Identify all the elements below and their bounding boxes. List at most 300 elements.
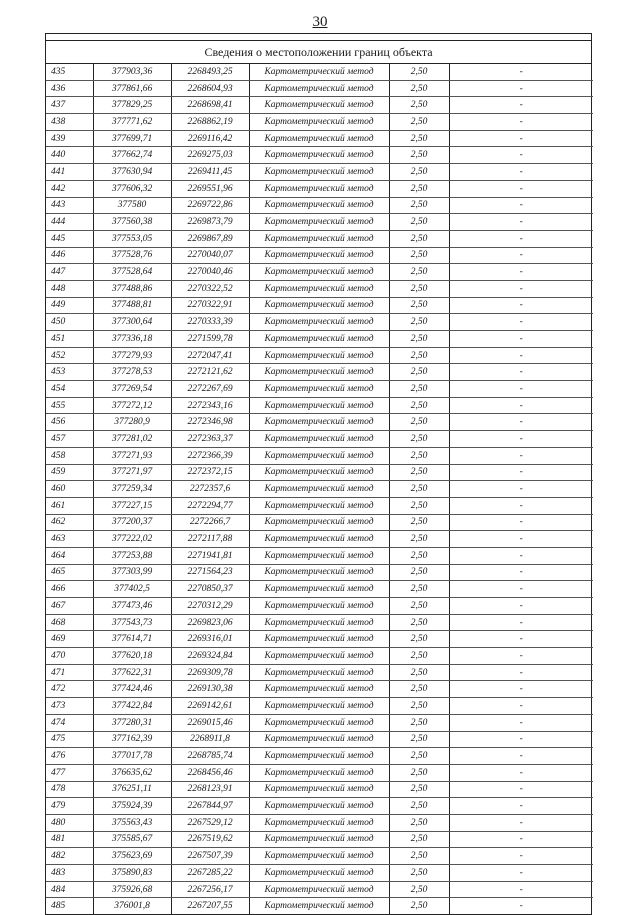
accuracy-cell: 2,50 [389, 114, 449, 131]
x-coordinate-cell: 377473,46 [93, 598, 171, 615]
point-number-cell: 453 [46, 364, 93, 381]
x-coordinate-cell: 377553,05 [93, 230, 171, 247]
description-cell: - [449, 581, 593, 598]
point-number-cell: 471 [46, 664, 93, 681]
y-coordinate-cell: 2272266,7 [171, 514, 249, 531]
point-number-cell: 441 [46, 164, 93, 181]
table-row [46, 464, 593, 481]
point-number-cell: 475 [46, 731, 93, 748]
table-row [46, 731, 593, 748]
point-number-cell: 439 [46, 130, 93, 147]
table-row [46, 130, 593, 147]
y-coordinate-cell: 2269015,46 [171, 714, 249, 731]
y-coordinate-cell: 2269142,61 [171, 698, 249, 715]
method-cell: Картометрический метод [249, 431, 389, 448]
point-number-cell: 444 [46, 214, 93, 231]
y-coordinate-cell: 2269551,96 [171, 180, 249, 197]
y-coordinate-cell: 2272363,37 [171, 431, 249, 448]
description-cell: - [449, 681, 593, 698]
accuracy-cell: 2,50 [389, 497, 449, 514]
y-coordinate-cell: 2272121,62 [171, 364, 249, 381]
table-row [46, 247, 593, 264]
y-coordinate-cell: 2272366,39 [171, 447, 249, 464]
method-cell: Картометрический метод [249, 197, 389, 214]
x-coordinate-cell: 377271,97 [93, 464, 171, 481]
table-row [46, 514, 593, 531]
x-coordinate-cell: 377280,31 [93, 714, 171, 731]
accuracy-cell: 2,50 [389, 898, 449, 914]
table-row [46, 848, 593, 865]
description-cell: - [449, 714, 593, 731]
accuracy-cell: 2,50 [389, 798, 449, 815]
accuracy-cell: 2,50 [389, 64, 449, 80]
accuracy-cell: 2,50 [389, 381, 449, 398]
description-cell: - [449, 698, 593, 715]
table-row [46, 564, 593, 581]
table-row [46, 881, 593, 898]
accuracy-cell: 2,50 [389, 414, 449, 431]
x-coordinate-cell: 377560,38 [93, 214, 171, 231]
table-row [46, 214, 593, 231]
point-number-cell: 472 [46, 681, 93, 698]
method-cell: Картометрический метод [249, 414, 389, 431]
description-cell: - [449, 798, 593, 815]
x-coordinate-cell: 377253,88 [93, 547, 171, 564]
y-coordinate-cell: 2268123,91 [171, 781, 249, 798]
description-cell: - [449, 531, 593, 548]
point-number-cell: 459 [46, 464, 93, 481]
method-cell: Картометрический метод [249, 748, 389, 765]
method-cell: Картометрический метод [249, 280, 389, 297]
accuracy-cell: 2,50 [389, 314, 449, 331]
method-cell: Картометрический метод [249, 865, 389, 882]
description-cell: - [449, 297, 593, 314]
method-cell: Картометрический метод [249, 848, 389, 865]
method-cell: Картометрический метод [249, 547, 389, 564]
y-coordinate-cell: 2269722,86 [171, 197, 249, 214]
method-cell: Картометрический метод [249, 581, 389, 598]
x-coordinate-cell: 376635,62 [93, 764, 171, 781]
x-coordinate-cell: 377271,93 [93, 447, 171, 464]
description-cell: - [449, 64, 593, 80]
accuracy-cell: 2,50 [389, 80, 449, 97]
y-coordinate-cell: 2267256,17 [171, 881, 249, 898]
table-row [46, 180, 593, 197]
accuracy-cell: 2,50 [389, 264, 449, 281]
x-coordinate-cell: 377662,74 [93, 147, 171, 164]
description-cell: - [449, 97, 593, 114]
y-coordinate-cell: 2272343,16 [171, 397, 249, 414]
table-row [46, 197, 593, 214]
point-number-cell: 449 [46, 297, 93, 314]
method-cell: Картометрический метод [249, 247, 389, 264]
point-number-cell: 466 [46, 581, 93, 598]
method-cell: Картометрический метод [249, 898, 389, 914]
accuracy-cell: 2,50 [389, 581, 449, 598]
table-row [46, 431, 593, 448]
point-number-cell: 447 [46, 264, 93, 281]
x-coordinate-cell: 377861,66 [93, 80, 171, 97]
y-coordinate-cell: 2272357,6 [171, 481, 249, 498]
y-coordinate-cell: 2269324,84 [171, 648, 249, 665]
x-coordinate-cell: 375563,43 [93, 814, 171, 831]
table-row [46, 97, 593, 114]
accuracy-cell: 2,50 [389, 781, 449, 798]
description-cell: - [449, 547, 593, 564]
description-cell: - [449, 447, 593, 464]
y-coordinate-cell: 2269823,06 [171, 614, 249, 631]
x-coordinate-cell: 377488,86 [93, 280, 171, 297]
description-cell: - [449, 314, 593, 331]
point-number-cell: 457 [46, 431, 93, 448]
accuracy-cell: 2,50 [389, 164, 449, 181]
method-cell: Картометрический метод [249, 598, 389, 615]
method-cell: Картометрический метод [249, 831, 389, 848]
table-row [46, 581, 593, 598]
x-coordinate-cell: 375924,39 [93, 798, 171, 815]
point-number-cell: 483 [46, 865, 93, 882]
method-cell: Картометрический метод [249, 531, 389, 548]
method-cell: Картометрический метод [249, 764, 389, 781]
accuracy-cell: 2,50 [389, 431, 449, 448]
description-cell: - [449, 180, 593, 197]
point-number-cell: 480 [46, 814, 93, 831]
method-cell: Картометрический метод [249, 331, 389, 348]
table-row [46, 114, 593, 131]
y-coordinate-cell: 2268456,46 [171, 764, 249, 781]
table-row [46, 698, 593, 715]
y-coordinate-cell: 2269275,03 [171, 147, 249, 164]
x-coordinate-cell: 377017,78 [93, 748, 171, 765]
x-coordinate-cell: 377528,64 [93, 264, 171, 281]
point-number-cell: 442 [46, 180, 93, 197]
table-row [46, 547, 593, 564]
y-coordinate-cell: 2270040,46 [171, 264, 249, 281]
table-row [46, 164, 593, 181]
x-coordinate-cell: 377903,36 [93, 64, 171, 80]
y-coordinate-cell: 2267285,22 [171, 865, 249, 882]
description-cell: - [449, 814, 593, 831]
description-cell: - [449, 214, 593, 231]
y-coordinate-cell: 2267519,62 [171, 831, 249, 848]
y-coordinate-cell: 2270040,07 [171, 247, 249, 264]
x-coordinate-cell: 377620,18 [93, 648, 171, 665]
point-number-cell: 473 [46, 698, 93, 715]
method-cell: Картометрический метод [249, 497, 389, 514]
table-row [46, 831, 593, 848]
accuracy-cell: 2,50 [389, 97, 449, 114]
x-coordinate-cell: 377829,25 [93, 97, 171, 114]
method-cell: Картометрический метод [249, 314, 389, 331]
description-cell: - [449, 848, 593, 865]
x-coordinate-cell: 377279,93 [93, 347, 171, 364]
accuracy-cell: 2,50 [389, 764, 449, 781]
table-row [46, 764, 593, 781]
x-coordinate-cell: 377300,64 [93, 314, 171, 331]
description-cell: - [449, 564, 593, 581]
y-coordinate-cell: 2268698,41 [171, 97, 249, 114]
y-coordinate-cell: 2269309,78 [171, 664, 249, 681]
x-coordinate-cell: 376251,11 [93, 781, 171, 798]
x-coordinate-cell: 375890,83 [93, 865, 171, 882]
point-number-cell: 478 [46, 781, 93, 798]
description-cell: - [449, 614, 593, 631]
description-cell: - [449, 631, 593, 648]
table-row [46, 781, 593, 798]
x-coordinate-cell: 377280,9 [93, 414, 171, 431]
point-number-cell: 460 [46, 481, 93, 498]
method-cell: Картометрический метод [249, 347, 389, 364]
description-cell: - [449, 464, 593, 481]
accuracy-cell: 2,50 [389, 714, 449, 731]
description-cell: - [449, 414, 593, 431]
table-top-blank-row [46, 34, 591, 41]
method-cell: Картометрический метод [249, 97, 389, 114]
y-coordinate-cell: 2268493,25 [171, 64, 249, 80]
method-cell: Картометрический метод [249, 631, 389, 648]
x-coordinate-cell: 377614,71 [93, 631, 171, 648]
point-number-cell: 485 [46, 898, 93, 914]
description-cell: - [449, 397, 593, 414]
point-number-cell: 448 [46, 280, 93, 297]
method-cell: Картометрический метод [249, 364, 389, 381]
table-row [46, 414, 593, 431]
x-coordinate-cell: 377222,02 [93, 531, 171, 548]
accuracy-cell: 2,50 [389, 531, 449, 548]
table-row [46, 147, 593, 164]
table-row [46, 664, 593, 681]
point-number-cell: 479 [46, 798, 93, 815]
description-cell: - [449, 230, 593, 247]
method-cell: Картометрический метод [249, 297, 389, 314]
table-row [46, 447, 593, 464]
x-coordinate-cell: 375926,68 [93, 881, 171, 898]
table-row [46, 347, 593, 364]
description-cell: - [449, 331, 593, 348]
y-coordinate-cell: 2270322,52 [171, 280, 249, 297]
point-number-cell: 462 [46, 514, 93, 531]
x-coordinate-cell: 377580 [93, 197, 171, 214]
description-cell: - [449, 197, 593, 214]
accuracy-cell: 2,50 [389, 147, 449, 164]
method-cell: Картометрический метод [249, 464, 389, 481]
accuracy-cell: 2,50 [389, 547, 449, 564]
point-number-cell: 435 [46, 64, 93, 80]
page-number: 30 [312, 14, 328, 30]
accuracy-cell: 2,50 [389, 397, 449, 414]
method-cell: Картометрический метод [249, 264, 389, 281]
point-number-cell: 481 [46, 831, 93, 848]
accuracy-cell: 2,50 [389, 364, 449, 381]
y-coordinate-cell: 2268862,19 [171, 114, 249, 131]
table-row [46, 497, 593, 514]
description-cell: - [449, 731, 593, 748]
accuracy-cell: 2,50 [389, 130, 449, 147]
description-cell: - [519, 901, 523, 912]
accuracy-cell: 2,50 [389, 631, 449, 648]
description-cell: - [449, 865, 593, 882]
y-coordinate-cell: 2270850,37 [171, 581, 249, 598]
point-number-cell: 476 [46, 748, 93, 765]
description-cell: - [449, 80, 593, 97]
accuracy-cell: 2,50 [389, 748, 449, 765]
method-cell: Картометрический метод [249, 564, 389, 581]
accuracy-cell: 2,50 [389, 481, 449, 498]
y-coordinate-cell: 2270322,91 [171, 297, 249, 314]
point-number-cell: 452 [46, 347, 93, 364]
description-cell: - [449, 147, 593, 164]
y-coordinate-cell: 2267844,97 [171, 798, 249, 815]
description-cell: - [449, 247, 593, 264]
y-coordinate-cell: 2272117,88 [171, 531, 249, 548]
description-cell: - [449, 364, 593, 381]
description-cell: - [449, 114, 593, 131]
method-cell: Картометрический метод [249, 698, 389, 715]
point-number-cell: 469 [46, 631, 93, 648]
table-row [46, 798, 593, 815]
description-cell: - [449, 264, 593, 281]
method-cell: Картометрический метод [249, 664, 389, 681]
y-coordinate-cell: 2271599,78 [171, 331, 249, 348]
method-cell: Картометрический метод [249, 180, 389, 197]
method-cell: Картометрический метод [249, 80, 389, 97]
point-number-cell: 458 [46, 447, 93, 464]
table-row [46, 364, 593, 381]
y-coordinate-cell: 2269867,89 [171, 230, 249, 247]
accuracy-cell: 2,50 [389, 831, 449, 848]
accuracy-cell: 2,50 [389, 731, 449, 748]
y-coordinate-cell: 2267207,55 [171, 898, 249, 914]
method-cell: Картометрический метод [249, 731, 389, 748]
accuracy-cell: 2,50 [389, 214, 449, 231]
y-coordinate-cell: 2268785,74 [171, 748, 249, 765]
accuracy-cell: 2,50 [389, 681, 449, 698]
y-coordinate-cell: 2272294,77 [171, 497, 249, 514]
accuracy-cell: 2,50 [389, 297, 449, 314]
accuracy-cell: 2,50 [389, 664, 449, 681]
accuracy-cell: 2,50 [389, 230, 449, 247]
point-number-cell: 440 [46, 147, 93, 164]
table-row [46, 314, 593, 331]
table-row [46, 397, 593, 414]
description-cell: - [449, 664, 593, 681]
method-cell: Картометрический метод [249, 381, 389, 398]
x-coordinate-cell: 377622,31 [93, 664, 171, 681]
point-number-cell: 436 [46, 80, 93, 97]
method-cell: Картометрический метод [249, 397, 389, 414]
point-number-cell: 450 [46, 314, 93, 331]
method-cell: Картометрический метод [249, 130, 389, 147]
table-row [46, 280, 593, 297]
method-cell: Картометрический метод [249, 714, 389, 731]
table-row [46, 381, 593, 398]
description-cell: - [449, 164, 593, 181]
x-coordinate-cell: 377771,62 [93, 114, 171, 131]
point-number-cell: 474 [46, 714, 93, 731]
accuracy-cell: 2,50 [389, 464, 449, 481]
y-coordinate-cell: 2269411,45 [171, 164, 249, 181]
method-cell: Картометрический метод [249, 514, 389, 531]
x-coordinate-cell: 377281,02 [93, 431, 171, 448]
table-row [46, 631, 593, 648]
x-coordinate-cell: 377424,46 [93, 681, 171, 698]
y-coordinate-cell: 2267529,12 [171, 814, 249, 831]
description-cell: - [449, 130, 593, 147]
table-row [46, 614, 593, 631]
method-cell: Картометрический метод [249, 114, 389, 131]
method-cell: Картометрический метод [249, 798, 389, 815]
y-coordinate-cell: 2272372,15 [171, 464, 249, 481]
method-cell: Картометрический метод [249, 681, 389, 698]
x-coordinate-cell: 377303,99 [93, 564, 171, 581]
description-cell: - [449, 280, 593, 297]
accuracy-cell: 2,50 [389, 881, 449, 898]
y-coordinate-cell: 2271564,23 [171, 564, 249, 581]
table-row [46, 865, 593, 882]
point-number-cell: 438 [46, 114, 93, 131]
x-coordinate-cell: 377336,18 [93, 331, 171, 348]
x-coordinate-cell: 377162,39 [93, 731, 171, 748]
x-coordinate-cell: 377422,84 [93, 698, 171, 715]
y-coordinate-cell: 2272047,41 [171, 347, 249, 364]
x-coordinate-cell: 376001,8 [93, 898, 171, 914]
x-coordinate-cell: 377606,32 [93, 180, 171, 197]
table-row [46, 598, 593, 615]
description-cell: - [449, 764, 593, 781]
table-row [46, 64, 593, 80]
description-cell: - [449, 497, 593, 514]
point-number-cell: 446 [46, 247, 93, 264]
method-cell: Картометрический метод [249, 881, 389, 898]
accuracy-cell: 2,50 [389, 447, 449, 464]
x-coordinate-cell: 377699,71 [93, 130, 171, 147]
description-cell: - [449, 781, 593, 798]
accuracy-cell: 2,50 [389, 331, 449, 348]
x-coordinate-cell: 377200,37 [93, 514, 171, 531]
x-coordinate-cell: 377488,81 [93, 297, 171, 314]
x-coordinate-cell: 377543,73 [93, 614, 171, 631]
point-number-cell: 454 [46, 381, 93, 398]
y-coordinate-cell: 2270333,39 [171, 314, 249, 331]
accuracy-cell: 2,50 [389, 698, 449, 715]
method-cell: Картометрический метод [249, 614, 389, 631]
description-cell: - [449, 881, 593, 898]
description-cell: - [449, 598, 593, 615]
y-coordinate-cell: 2270312,29 [171, 598, 249, 615]
description-cell: - [449, 481, 593, 498]
x-coordinate-cell: 377528,76 [93, 247, 171, 264]
accuracy-cell: 2,50 [389, 197, 449, 214]
x-coordinate-cell: 377259,34 [93, 481, 171, 498]
accuracy-cell: 2,50 [389, 814, 449, 831]
method-cell: Картометрический метод [249, 214, 389, 231]
y-coordinate-cell: 2269116,42 [171, 130, 249, 147]
point-number-cell: 468 [46, 614, 93, 631]
point-number-cell: 461 [46, 497, 93, 514]
point-number-cell: 470 [46, 648, 93, 665]
x-coordinate-cell: 377269,54 [93, 381, 171, 398]
boundary-table-sheet [45, 33, 592, 915]
table-row [46, 331, 593, 348]
y-coordinate-cell: 2268604,93 [171, 80, 249, 97]
table-row [46, 264, 593, 281]
table-row [46, 297, 593, 314]
method-cell: Картометрический метод [249, 481, 389, 498]
description-cell: - [449, 347, 593, 364]
point-number-cell: 484 [46, 881, 93, 898]
table-row [46, 481, 593, 498]
y-coordinate-cell: 2269873,79 [171, 214, 249, 231]
